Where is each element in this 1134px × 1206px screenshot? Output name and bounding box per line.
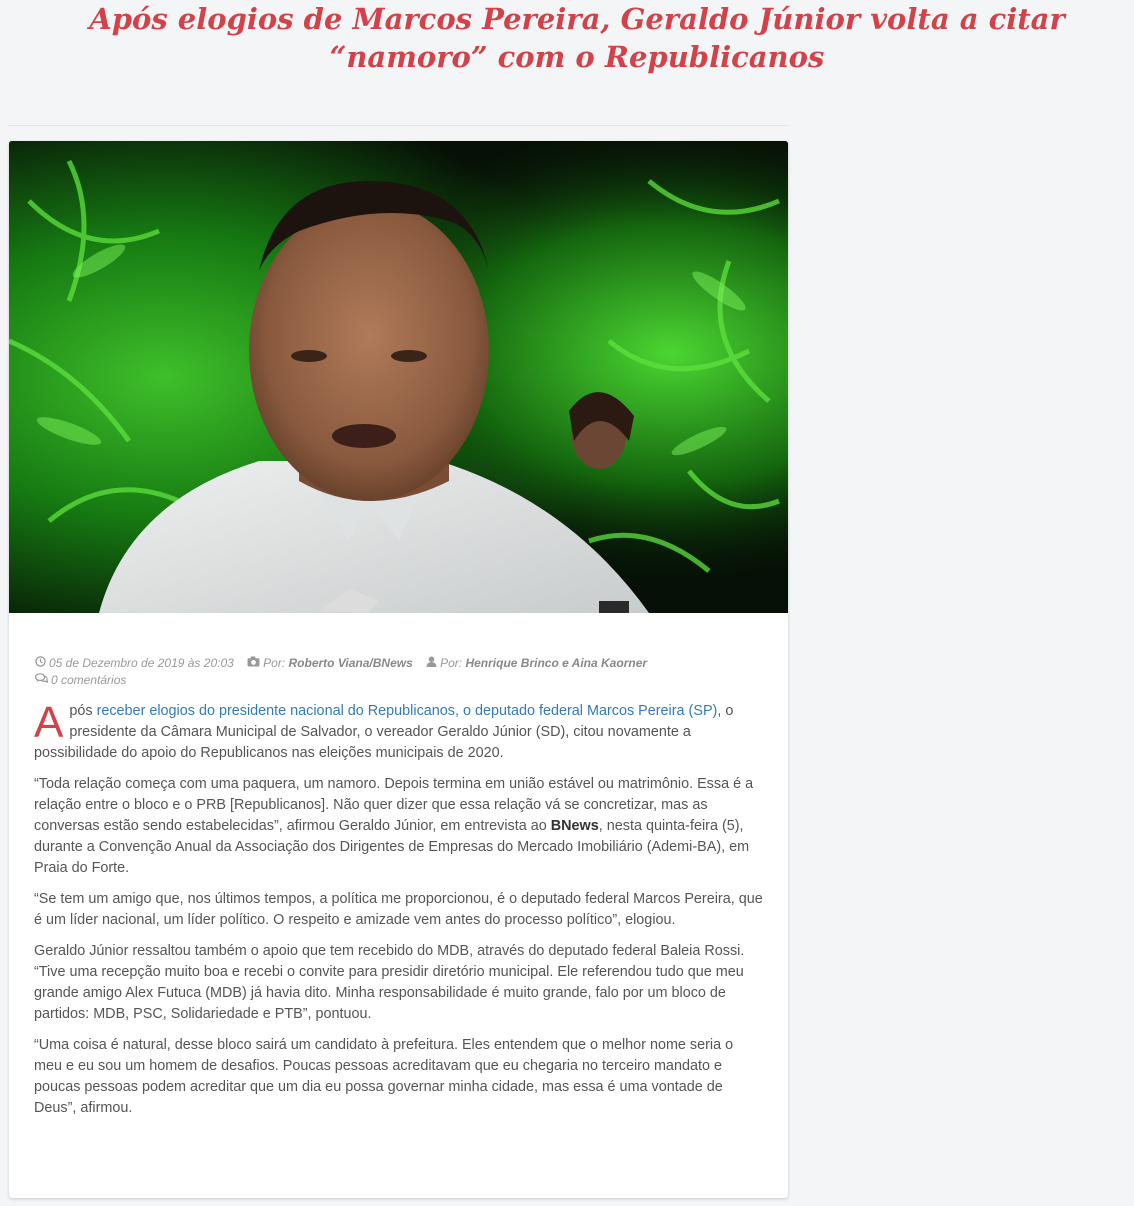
paragraph-5: “Uma coisa é natural, desse bloco sairá um candidato à prefeitura. Eles entendem que o melhor nome seria o meu e eu sou um homem de desafios. Poucas pessoas acreditavam que eu chegaria no terceiro mandato e poucas pessoas podem acreditar que um dia eu possa governar minha cidade, mas essa é uma vontade de Deus”, afirmou. [34,1037,734,1116]
comments-link[interactable]: 0 comentários [51,673,127,687]
lead-pre: pós [69,703,97,719]
photo-credit-text: Roberto Viana/BNews [288,656,413,670]
paragraph-3: “Se tem um amigo que, nos últimos tempos, a política me proporcionou, é o deputado federal Marcos Pereira, que é um líder nacional, um líder político. O respeito e amizade vem antes do processo político”, elogiou. [34,891,763,928]
p2-pre: “Toda relação começa com uma paquera, um namoro. Depois termina em união estável ou matrimônio. Essa é a relação entre o bloco e o PRB [Republicanos]. Não quer dizer que essa relação vá se concretizar, mas as conversas estão sendo estabelecidas”, afirmou Geraldo Júnior, em entrevista ao [34,776,754,834]
author-text: Henrique Brinco e Aina Kaorner [465,656,648,670]
meta-author [426,655,647,672]
meta-row-1 [35,655,755,672]
article-body [34,698,765,1129]
dropcap: A [34,698,64,747]
article-title: Após elogios de Marcos Pereira, Geraldo Júnior volta a citar “namoro” com o Republicanos [89,2,1065,74]
paragraph-lead [34,698,765,764]
paragraph-4: Geraldo Júnior ressaltou também o apoio que tem recebido do MDB, através do deputado federal Baleia Rossi. “Tive uma recepção muito boa e recebi o convite para presidir diretório municipal. Ele referendou tudo que meu grande amigo Alex Futuca (MDB) já havia dito. Minha responsabilidade é muito grande, falo por um bloco de partidos: MDB, PSC, Solidariedade e PTB”, pontuou. [34,943,745,1022]
paragraph-2 [34,774,765,879]
photo-prefix: Por: [263,656,289,670]
p2-bold: BNews [550,818,599,834]
lead-post: , o presidente da Câmara Municipal de Salvador, o vereador Geraldo Júnior (SD), citou novamente a possibilidade do apoio do Republicanos nas eleições municipais de 2020. [34,703,734,761]
author-prefix: Por: [440,656,466,670]
user-icon [426,655,437,672]
comments-icon [35,672,48,689]
date-text: 05 de Dezembro de 2019 às 20:03 [49,656,234,670]
camera-icon [247,655,260,672]
p2-post: , nesta quinta-feira (5), durante a Convenção Anual da Associação dos Dirigentes de Empresas do Mercado Imobiliário (Ademi-BA), em Praia do Forte. [34,818,750,876]
clock-icon [35,655,46,672]
meta-photo-credit [247,655,413,672]
article-photo [9,141,788,613]
article-meta [35,655,755,689]
meta-comments[interactable] [35,672,126,689]
article-card [9,141,788,1198]
divider [8,125,788,126]
meta-row-2 [35,672,755,689]
lead-link[interactable]: receber elogios do presidente nacional do Republicanos, o deputado federal Marcos Pereira (SP) [96,703,718,719]
meta-date [35,655,234,672]
